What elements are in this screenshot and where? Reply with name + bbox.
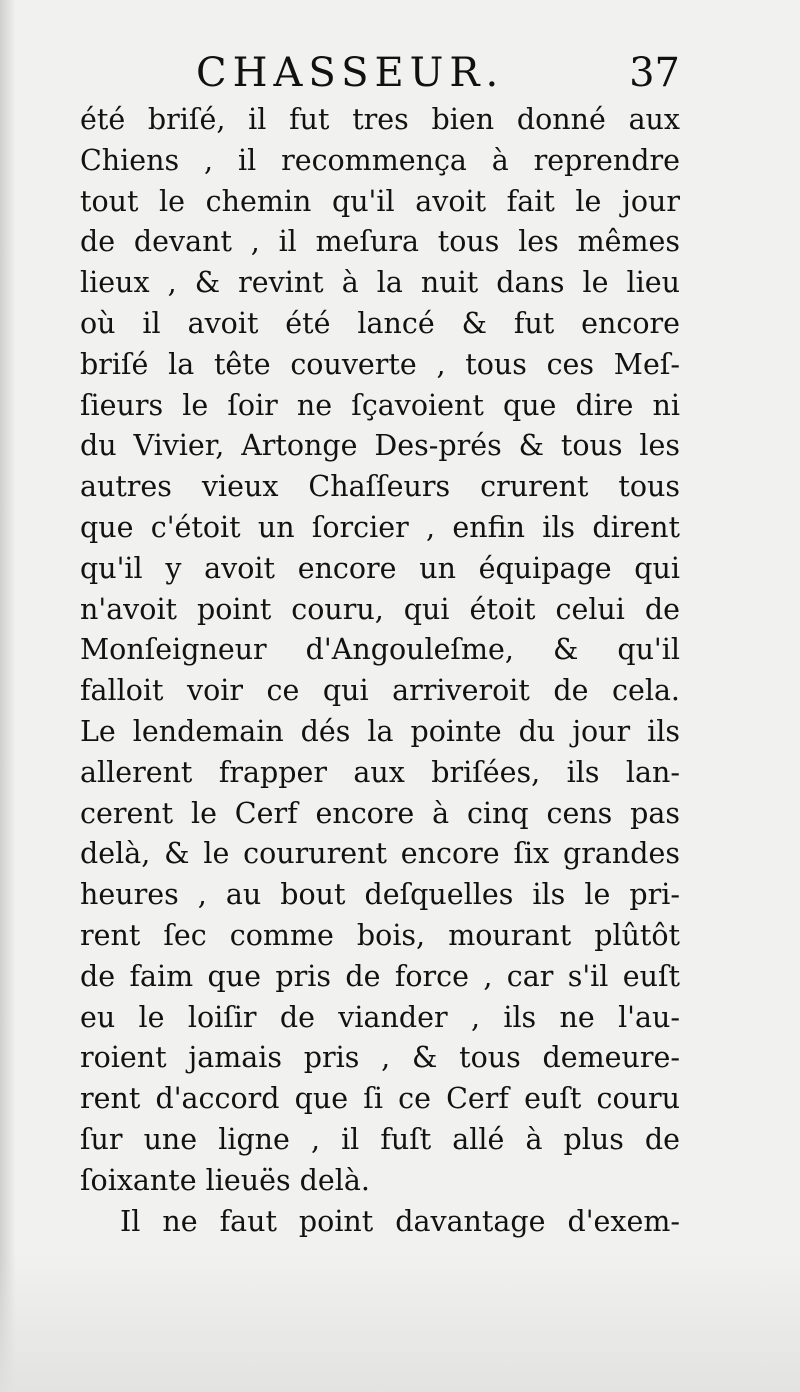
text-line: Chiens , il recommença à reprendre	[80, 143, 680, 177]
text-line: de devant , il meſura tous les mêmes	[80, 225, 680, 259]
text-line: autres vieux Chaſſeurs crurent tous	[80, 470, 680, 504]
text-line: que c'étoit un ſorcier , enfin ils dirent	[80, 510, 680, 544]
body-text	[80, 100, 680, 1242]
text-line: briſé la tête couverte , tous ces Meſ-	[80, 347, 680, 381]
running-head: CHASSEUR.	[196, 50, 505, 96]
text-line: delà, & le coururent encore ſix grandes	[80, 837, 680, 871]
text-line: de faim que pris de force , car s'il euſt	[80, 959, 680, 993]
text-line: du Vivier, Artonge Des-prés & tous les	[80, 429, 680, 463]
page-number: 37	[629, 50, 680, 96]
page-header	[80, 44, 680, 102]
text-line: tout le chemin qu'il avoit fait le jour	[80, 184, 680, 218]
text-line: n'avoit point couru, qui étoit celui de	[80, 592, 680, 626]
text-line: cerent le Cerf encore à cinq cens pas	[80, 796, 680, 830]
text-line: heures , au bout deſquelles ils le pri-	[80, 878, 680, 912]
text-line: rent ſec comme bois, mourant plûtôt	[80, 918, 680, 952]
text-line: qu'il y avoit encore un équipage qui	[80, 551, 680, 585]
text-line: rent d'accord que ſi ce Cerf euſt couru	[80, 1082, 680, 1116]
text-line: lieux , & revint à la nuit dans le lieu	[80, 266, 680, 300]
text-line: allerent frapper aux briſées, ils lan-	[80, 755, 680, 789]
text-line: falloit voir ce qui arriveroit de cela.	[80, 674, 680, 708]
page-gutter-shadow	[0, 0, 16, 1392]
text-line: été briſé, il fut tres bien donné aux	[80, 103, 680, 136]
paragraph-end-line: ſoixante lieuës delà.	[80, 1163, 370, 1197]
paragraph-start-line: Il ne faut point davantage d'exem-	[120, 1204, 680, 1238]
text-line: où il avoit été lancé & fut encore	[80, 306, 680, 340]
page-bottom-shade	[0, 1252, 800, 1392]
text-line: eu le loiſir de viander , ils ne l'au-	[80, 1000, 680, 1034]
text-line: ſur une ligne , il fuſt allé à plus de	[80, 1122, 680, 1156]
text-line: Monſeigneur d'Angouleſme, & qu'il	[80, 633, 680, 667]
text-line: ſieurs le ſoir ne ſçavoient que dire ni	[80, 388, 680, 422]
text-line: roient jamais pris , & tous demeure-	[80, 1041, 680, 1075]
text-line: Le lendemain dés la pointe du jour ils	[80, 714, 680, 748]
